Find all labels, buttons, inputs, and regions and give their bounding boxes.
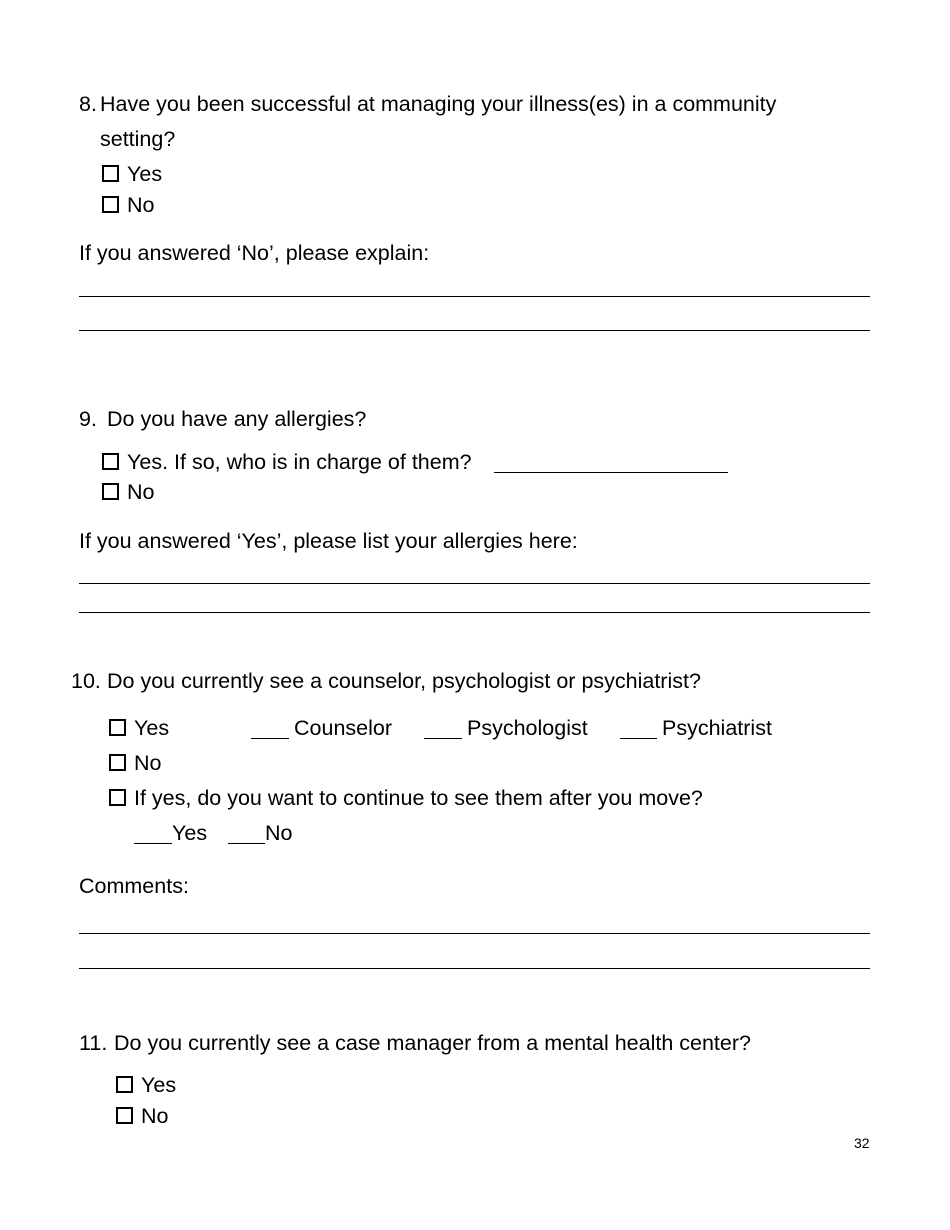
q10-continue-yes-blank[interactable] <box>134 843 172 844</box>
q8-yes-label: Yes <box>127 162 163 186</box>
q10-comments-label: Comments: <box>79 874 189 898</box>
q10-psychiatrist-blank[interactable] <box>620 738 657 739</box>
q8-no-checkbox[interactable] <box>102 196 119 213</box>
q11-no-checkbox[interactable] <box>116 1107 133 1124</box>
q10-psychologist-blank[interactable] <box>424 738 462 739</box>
q11-yes-checkbox[interactable] <box>116 1076 133 1093</box>
q10-comments-line-1[interactable] <box>79 933 870 934</box>
q10-continue-checkbox[interactable] <box>109 789 126 806</box>
q11-number: 11. <box>79 1031 108 1055</box>
q11-no-label: No <box>141 1104 169 1128</box>
q10-yes-label: Yes <box>134 716 170 740</box>
q10-number: 10. <box>71 669 101 693</box>
q9-yes-checkbox[interactable] <box>102 453 119 470</box>
q10-psychiatrist-label: Psychiatrist <box>662 716 772 740</box>
q9-number: 9. <box>79 407 97 431</box>
q9-followup-label: If you answered ‘Yes’, please list your allergies here: <box>79 529 578 553</box>
q8-no-label: No <box>127 193 155 217</box>
q10-continue-yes-label: Yes <box>172 821 208 845</box>
q10-continue-no-label: No <box>265 821 293 845</box>
q10-continue-label: If yes, do you want to continue to see them after you move? <box>134 786 703 810</box>
q10-continue-no-blank[interactable] <box>228 843 265 844</box>
q8-answer-line-2[interactable] <box>79 330 870 331</box>
page-number: 32 <box>854 1135 870 1151</box>
q8-number: 8. <box>79 92 97 116</box>
q8-question-line1: Have you been successful at managing your illness(es) in a community <box>100 92 777 116</box>
q8-followup-label: If you answered ‘No’, please explain: <box>79 241 430 265</box>
q8-answer-line-1[interactable] <box>79 296 870 297</box>
q10-psychologist-label: Psychologist <box>467 716 588 740</box>
q10-yes-checkbox[interactable] <box>109 719 126 736</box>
q10-question: Do you currently see a counselor, psychologist or psychiatrist? <box>107 669 701 693</box>
q10-no-label: No <box>134 751 162 775</box>
q9-no-checkbox[interactable] <box>102 483 119 500</box>
q9-yes-label: Yes. If so, who is in charge of them? <box>127 450 472 474</box>
q9-answer-line-1[interactable] <box>79 583 870 584</box>
q8-yes-checkbox[interactable] <box>102 165 119 182</box>
q10-counselor-blank[interactable] <box>251 738 289 739</box>
q9-in-charge-blank[interactable] <box>494 472 728 473</box>
q10-comments-line-2[interactable] <box>79 968 870 969</box>
q10-counselor-label: Counselor <box>294 716 392 740</box>
q8-question-line2: setting? <box>100 127 176 151</box>
q9-no-label: No <box>127 480 155 504</box>
q9-question: Do you have any allergies? <box>107 407 367 431</box>
q11-yes-label: Yes <box>141 1073 177 1097</box>
q11-question: Do you currently see a case manager from a mental health center? <box>114 1031 751 1055</box>
q10-no-checkbox[interactable] <box>109 754 126 771</box>
q9-answer-line-2[interactable] <box>79 612 870 613</box>
